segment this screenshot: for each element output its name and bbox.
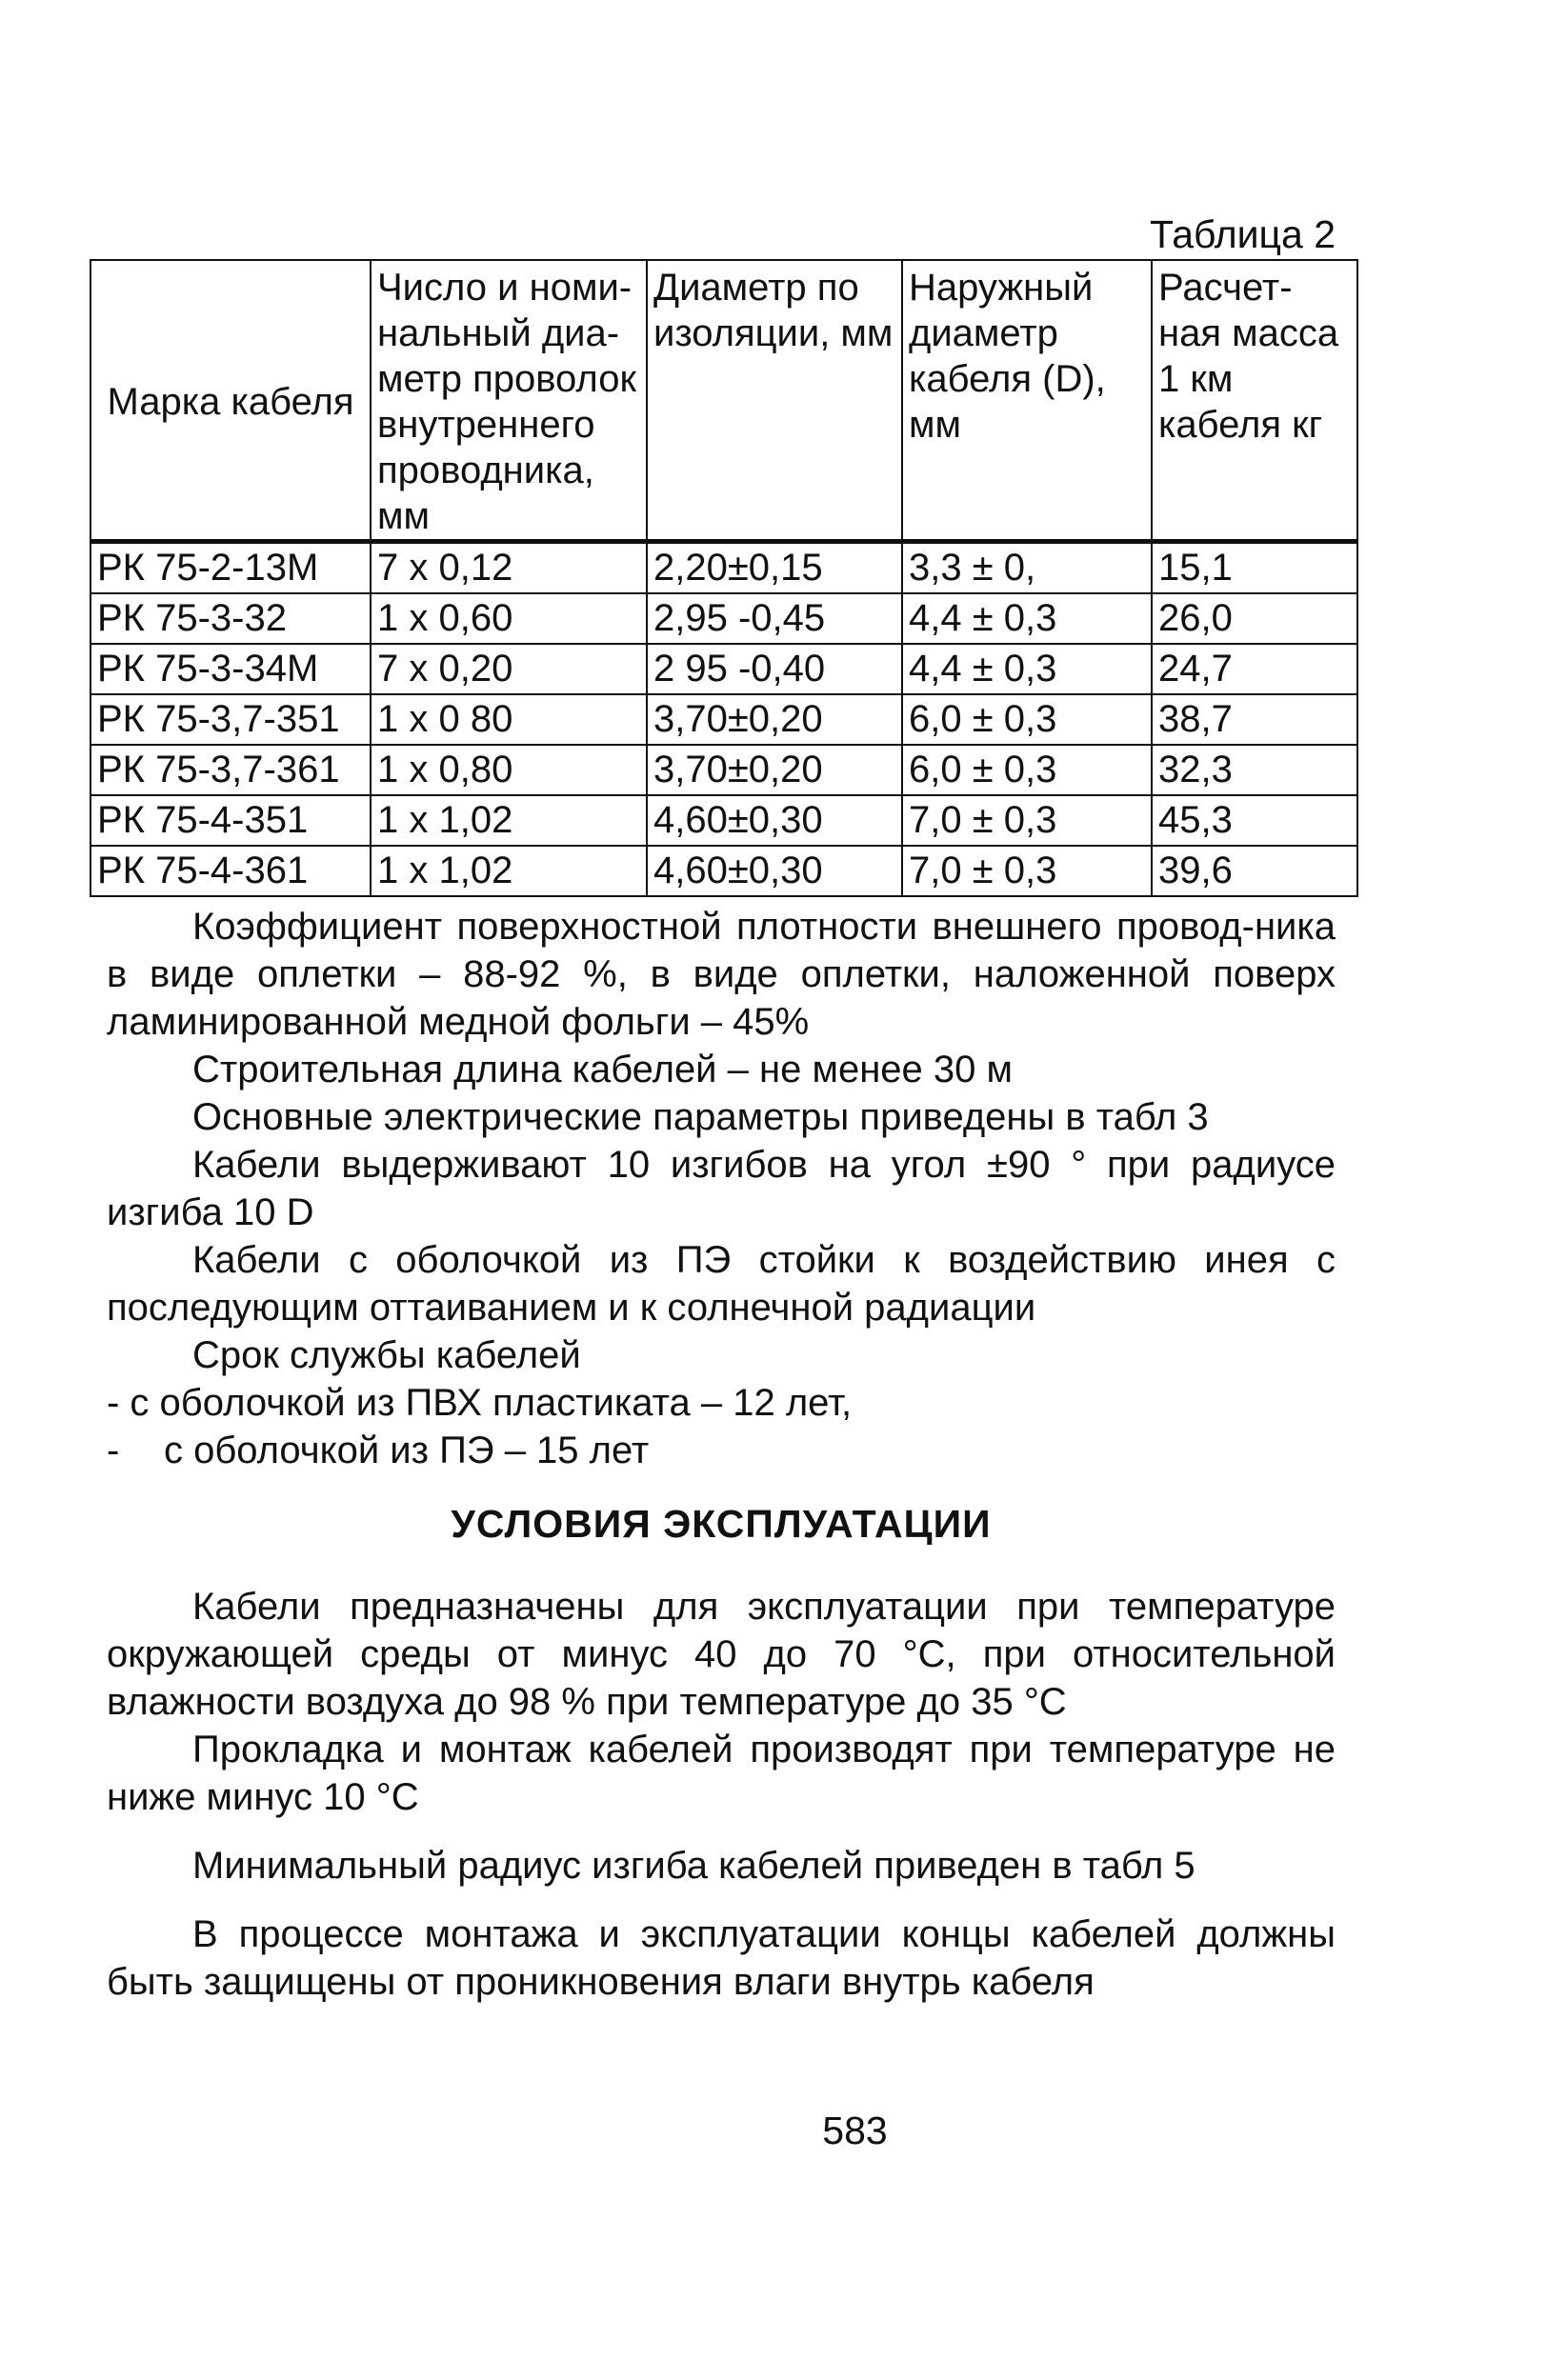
paragraph-electrical-params: Основные электрические параметры приведены в табл 3 — [192, 1096, 1209, 1138]
cell-mass: 24,7 — [1152, 644, 1357, 694]
header-outer-diameter: Наружный диаметр кабеля (D), мм — [902, 260, 1152, 542]
list-dash: - — [107, 1430, 120, 1471]
cell-wire-spec: 1 х 1,02 — [371, 846, 647, 896]
page-number: 583 — [822, 2109, 888, 2152]
cell-wire-spec: 1 х 0,80 — [371, 745, 647, 795]
cell-insulation-diameter: 4,60±0,30 — [647, 795, 902, 846]
cell-wire-spec: 7 х 0,20 — [371, 644, 647, 694]
cell-outer-diameter: 7,0 ± 0,3 — [902, 846, 1152, 896]
paragraph-installation: Прокладка и монтаж кабелей производят при температуре не ниже минус 10 °С — [107, 1729, 1336, 1818]
cell-insulation-diameter: 2,20±0,15 — [647, 542, 902, 594]
cell-mass: 26,0 — [1152, 593, 1357, 644]
paragraph-construction-length: Строительная длина кабелей – не менее 30 м — [192, 1049, 1013, 1090]
operating-conditions-text — [107, 1583, 1336, 2006]
cell-outer-diameter: 6,0 ± 0,3 — [902, 694, 1152, 745]
cell-outer-diameter: 3,3 ± 0, — [902, 542, 1152, 594]
table-row — [90, 644, 1357, 694]
table-row — [90, 542, 1357, 594]
paragraph-service-life: Срок службы кабелей — [192, 1334, 581, 1376]
cell-cable-mark: РК 75-3,7-361 — [90, 745, 371, 795]
paragraph-frost-resistance: Кабели с оболочкой из ПЭ стойки к воздействию инея с последующим оттаиванием и к солнечной радиации — [107, 1239, 1336, 1329]
paragraph-bend-test: Кабели выдерживают 10 изгибов на угол ±90 ° при радиусе изгиба 10 D — [107, 1144, 1336, 1233]
paragraph-moisture-protection: В процессе монтажа и эксплуатации концы кабелей должны быть защищены от проникновения влаги внутрь кабеля — [107, 1913, 1336, 2003]
header-insulation-diameter: Диаметр по изоляции, мм — [647, 260, 902, 542]
cell-mass: 39,6 — [1152, 846, 1357, 896]
cell-mass: 38,7 — [1152, 694, 1357, 745]
cell-cable-mark: РК 75-3-34М — [90, 644, 371, 694]
section-title: УСЛОВИЯ ЭКСПЛУАТАЦИИ — [451, 1502, 992, 1546]
cell-outer-diameter: 7,0 ± 0,3 — [902, 795, 1152, 846]
cell-insulation-diameter: 4,60±0,30 — [647, 846, 902, 896]
table-caption: Таблица 2 — [1150, 212, 1336, 256]
cell-wire-spec: 1 х 0 80 — [371, 694, 647, 745]
paragraph-braid-coefficient: Коэффициент поверхностной плотности внешнего провод-ника в виде оплетки – 88-92 %, в виде оплетки, наложенной поверх ламинированной медной фольги – 45% — [107, 906, 1336, 1043]
header-mass: Расчет-ная масса 1 км кабеля кг — [1152, 260, 1357, 542]
paragraph-bend-radius: Минимальный радиус изгиба кабелей приведен в табл 5 — [192, 1845, 1195, 1887]
cell-wire-spec: 1 х 0,60 — [371, 593, 647, 644]
table-row — [90, 795, 1357, 846]
cell-cable-mark: РК 75-2-13М — [90, 542, 371, 594]
cell-outer-diameter: 6,0 ± 0,3 — [902, 745, 1152, 795]
cell-mass: 32,3 — [1152, 745, 1357, 795]
header-cable-mark: Марка кабеля — [90, 260, 371, 542]
table-row — [90, 694, 1357, 745]
cell-insulation-diameter: 2 95 -0,40 — [647, 644, 902, 694]
cell-wire-spec: 1 х 1,02 — [371, 795, 647, 846]
cell-wire-spec: 7 х 0,12 — [371, 542, 647, 594]
paragraph-temperature: Кабели предназначены для эксплуатации при температуре окружающей среды от минус 40 до 70 °С, при относительной влажности воздуха до 98 % при температуре до 35 °С — [107, 1586, 1336, 1723]
cell-insulation-diameter: 2,95 -0,45 — [647, 593, 902, 644]
cell-cable-mark: РК 75-3-32 — [90, 593, 371, 644]
cell-mass: 45,3 — [1152, 795, 1357, 846]
table-header-row — [90, 260, 1357, 542]
list-item — [107, 1427, 1336, 1474]
list-item: - с оболочкой из ПВХ пластиката – 12 лет, — [107, 1382, 853, 1424]
list-item-text: с оболочкой из ПЭ – 15 лет — [164, 1430, 650, 1471]
cell-cable-mark: РК 75-4-361 — [90, 846, 371, 896]
cell-outer-diameter: 4,4 ± 0,3 — [902, 593, 1152, 644]
cell-insulation-diameter: 3,70±0,20 — [647, 694, 902, 745]
table-row — [90, 745, 1357, 795]
cable-spec-table — [90, 259, 1358, 897]
cell-outer-diameter: 4,4 ± 0,3 — [902, 644, 1152, 694]
cell-mass: 15,1 — [1152, 542, 1357, 594]
table-row — [90, 846, 1357, 896]
cell-insulation-diameter: 3,70±0,20 — [647, 745, 902, 795]
cell-cable-mark: РК 75-4-351 — [90, 795, 371, 846]
header-wire-count-diameter: Число и номи-нальный диа-метр проволок внутреннего проводника, мм — [371, 260, 647, 542]
properties-text — [107, 903, 1336, 1474]
cell-cable-mark: РК 75-3,7-351 — [90, 694, 371, 745]
table-row — [90, 593, 1357, 644]
